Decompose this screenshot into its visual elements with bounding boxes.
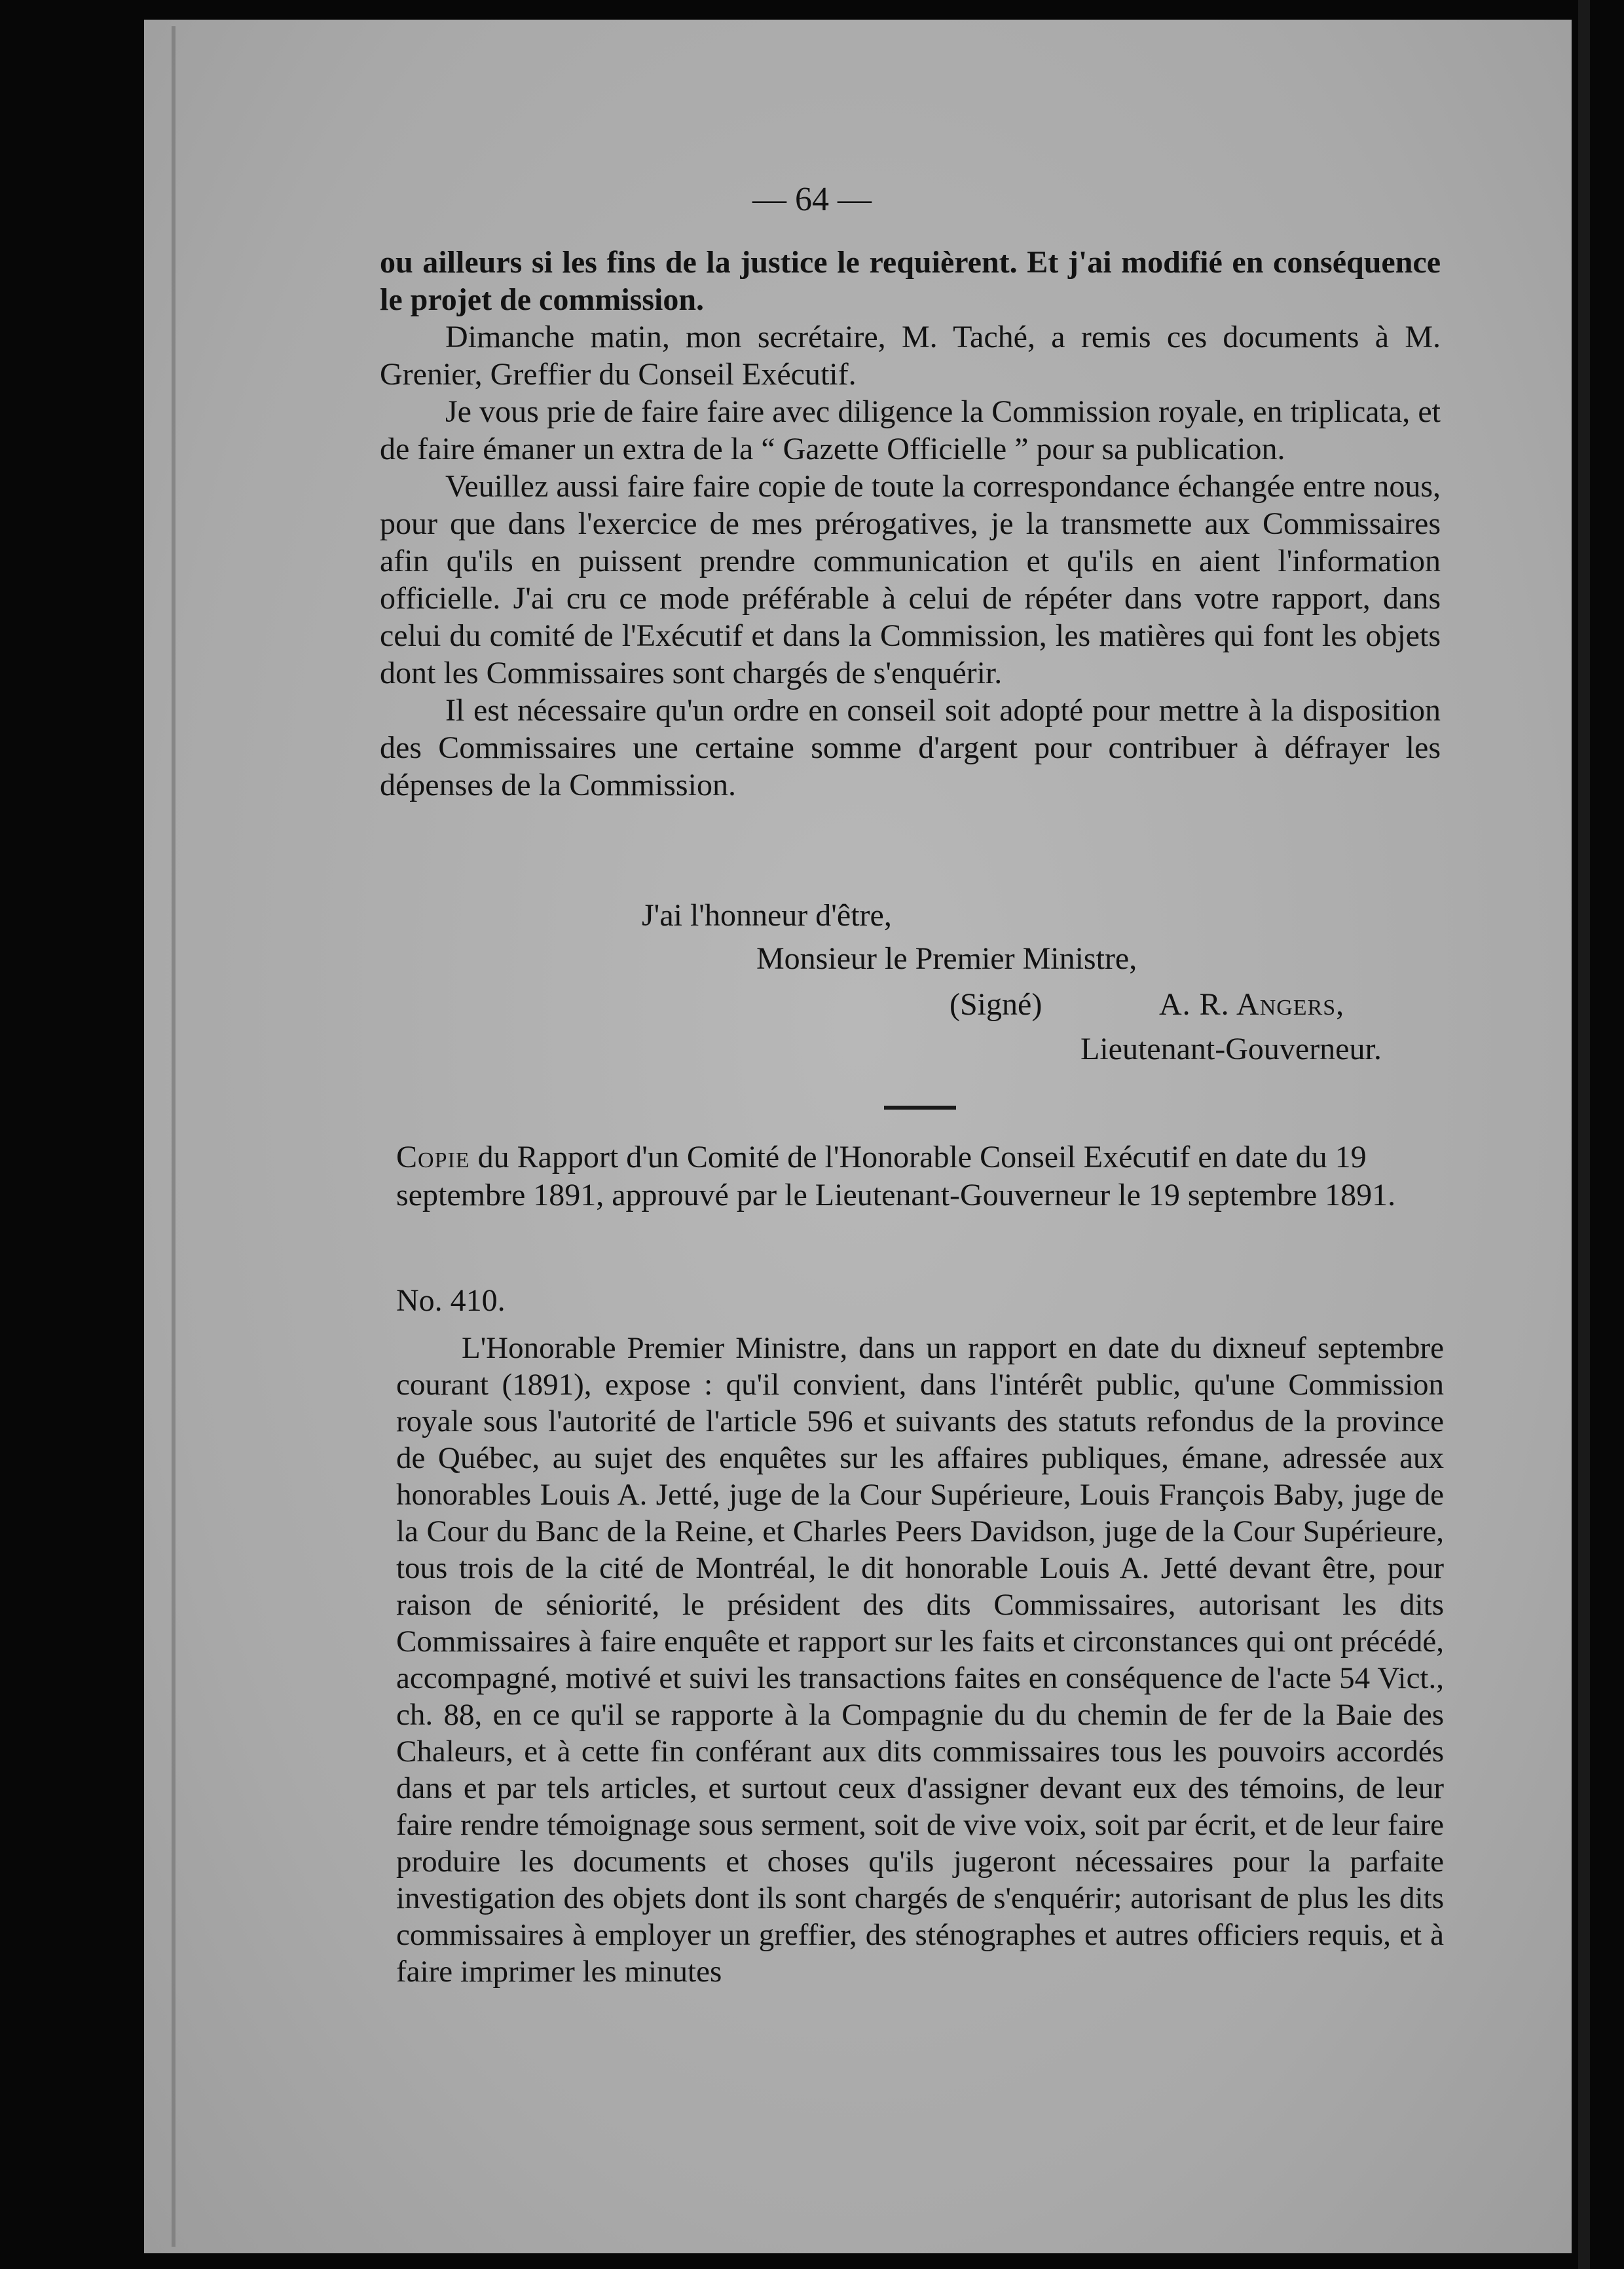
copy-lead: Copie [396, 1140, 470, 1174]
paragraph: Il est nécessaire qu'un ordre en conseil soit adopté pour mettre à la disposition des Commissaires une certaine somme d'argent pour contribuer à défrayer les dépenses de la Commission. [380, 693, 1441, 802]
closing-salutation: J'ai l'honneur d'être, [642, 898, 892, 933]
paragraph: ou ailleurs si les fins de la justice le requièrent. Et j'ai modifié en conséquence le projet de commission. [380, 245, 1441, 317]
page-edge-shadow [172, 26, 175, 2247]
page-number: — 64 — [752, 181, 872, 218]
copy-heading [396, 1138, 1444, 1214]
signer-name: A. R. Angers, [1159, 987, 1345, 1022]
report-body [396, 1330, 1444, 1990]
signed-label: (Signé) [950, 987, 1043, 1022]
signer-title: Lieutenant-Gouverneur. [1080, 1032, 1382, 1066]
paragraph: Je vous prie de faire faire avec diligence la Commission royale, en triplicata, et de faire émaner un extra de la “ Gazette Officielle ” pour sa publication. [380, 394, 1441, 466]
section-divider [884, 1106, 956, 1110]
binding-strip [1578, 0, 1590, 2269]
letter-body [380, 244, 1441, 804]
order-number: No. 410. [396, 1283, 506, 1318]
paragraph: Dimanche matin, mon secrétaire, M. Taché, a remis ces documents à M. Grenier, Greffier du Conseil Exécutif. [380, 320, 1441, 392]
report-paragraph: L'Honorable Premier Ministre, dans un rapport en date du dixneuf septembre courant (1891), expose : qu'il convient, dans l'intérêt public, qu'une Commission royale sous l'autorité de l'article 596 et suivants des statuts refondus de la province de Québec, au sujet des enquêtes sur les affaires publiques, émane, adressée aux honorables Louis A. Jetté, juge de la Cour Supérieure, Louis François Baby, juge de la Cour du Banc de la Reine, et Charles Peers Davidson, juge de la Cour Supérieure, tous trois de la cité de Montréal, le dit honorable Louis A. Jetté devant être, pour raison de séniorité, le président des dits Commissaires, autorisant les dits Commissaires à faire enquête et rapport sur les faits et circonstances qui ont précédé, accompagné, motivé et suivi les transactions faites en conséquence de l'acte 54 Vict., ch. 88, en ce qu'il se rapporte à la Compagnie du du chemin de fer de la Baie des Chaleurs, et à cette fin conférant aux dits commissaires tous les pouvoirs accordés dans et par tels articles, et surtout ceux d'assigner devant eux des témoins, de leur faire rendre témoignage sous serment, soit de vive voix, soit par écrit, et de leur faire produire les documents et choses qu'ils jugeront nécessaires pour la parfaite investigation des objets dont ils sont chargés de s'enquérir; autorisant de plus les dits commissaires à employer un greffier, des sténographes et autres officiers requis, et à faire imprimer les minutes [396, 1331, 1444, 1989]
paragraph: Veuillez aussi faire faire copie de toute la correspondance échangée entre nous, pour que dans l'exercice de mes prérogatives, je la transmette aux Commissaires afin qu'ils en puissent prendre communication et qu'ils en aient l'information officielle. J'ai cru ce mode préférable à celui de répéter dans votre rapport, dans celui du comité de l'Exécutif et dans la Commission, les matières qui font les objets dont les Commissaires sont chargés de s'enquérir. [380, 469, 1441, 690]
copy-text: du Rapport d'un Comité de l'Honorable Conseil Exécutif en date du 19 septembre 1891, approuvé par le Lieutenant-Gouverneur le 19 septembre 1891. [396, 1140, 1396, 1212]
closing-addressee: Monsieur le Premier Ministre, [756, 941, 1137, 976]
